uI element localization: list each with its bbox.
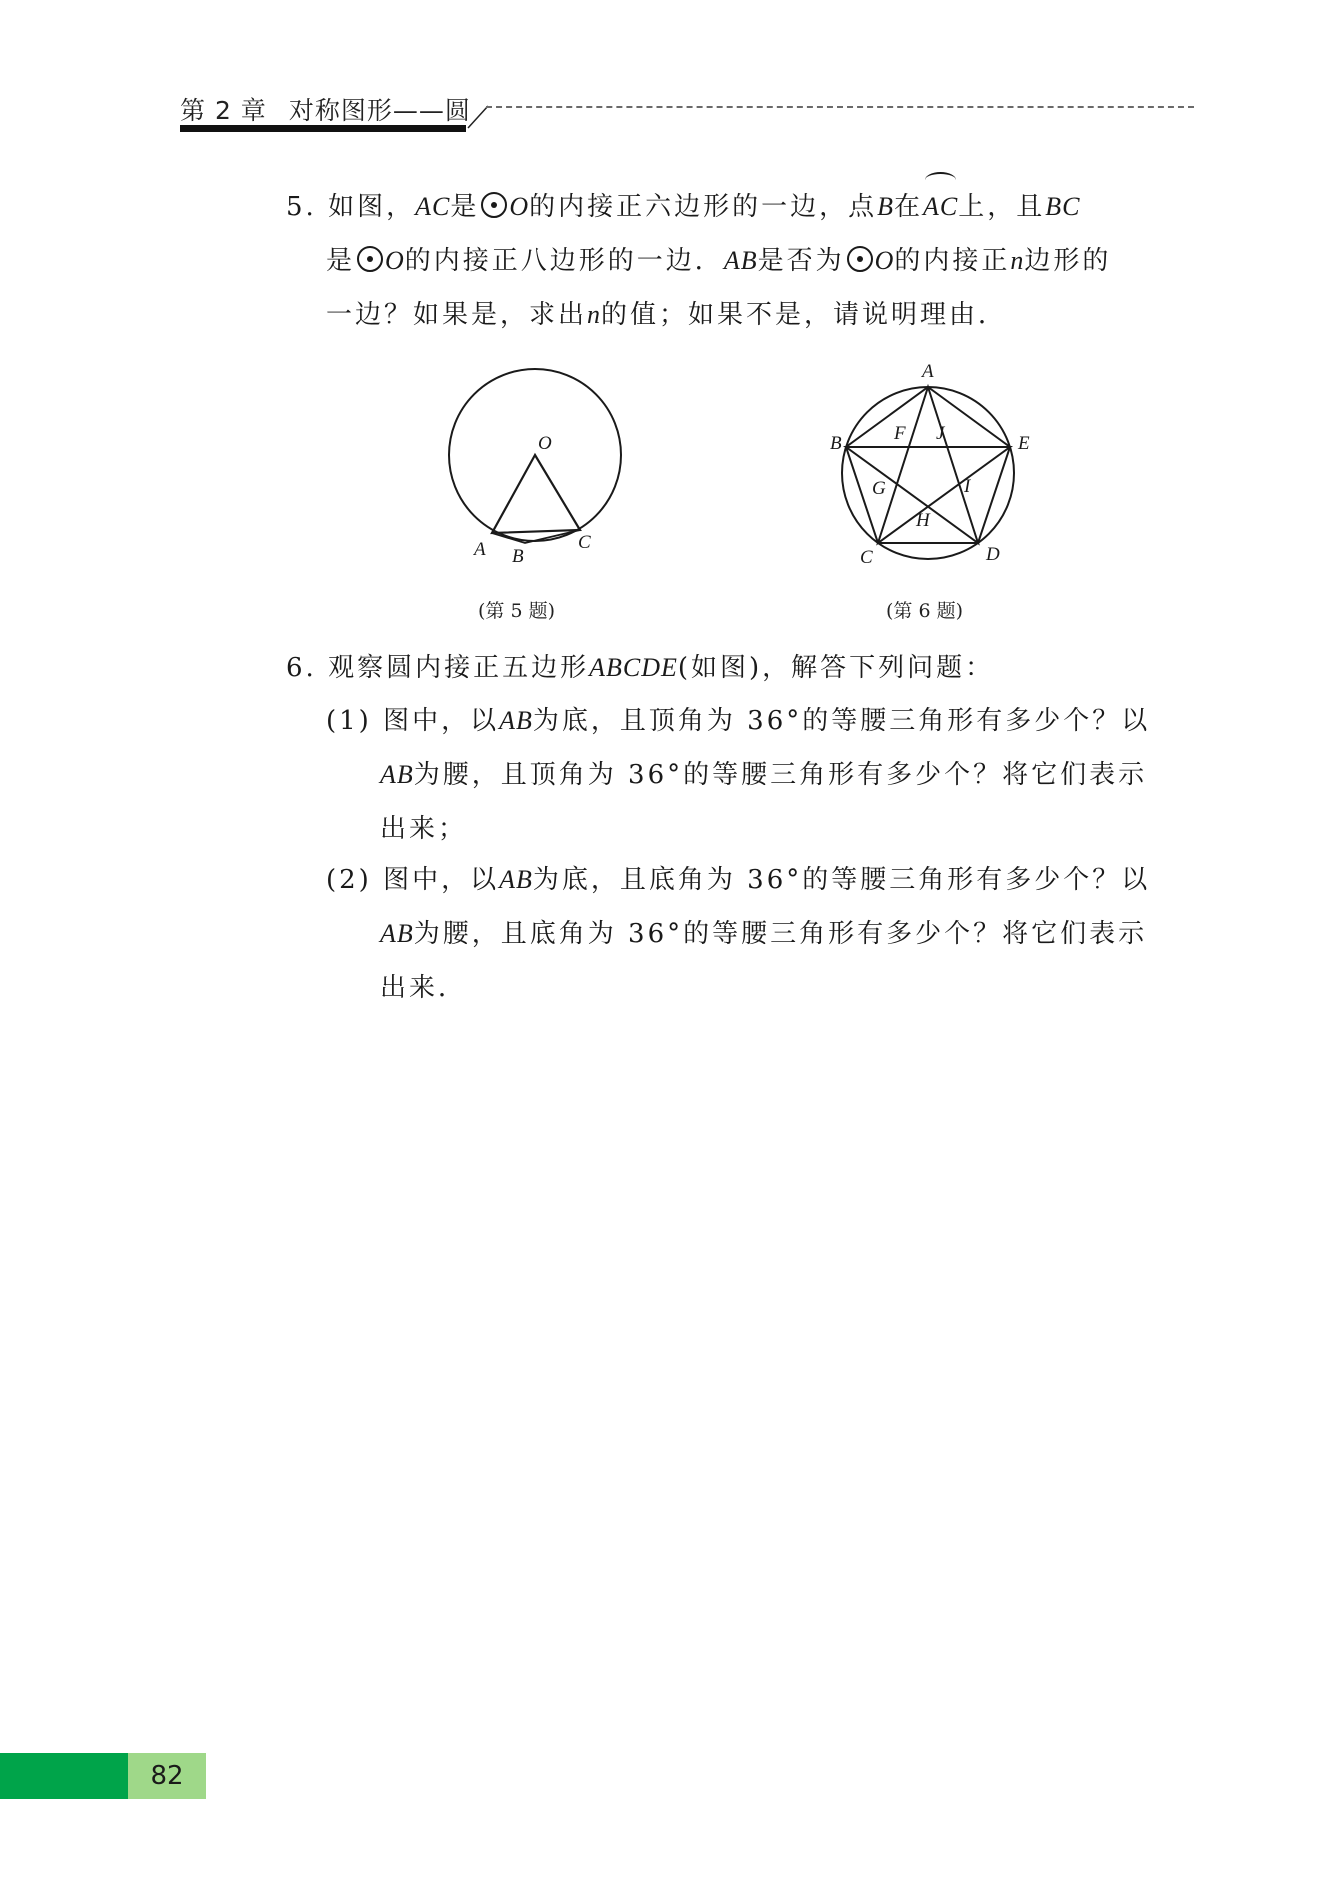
fig6-circle [842,387,1014,559]
figure6-caption: (第 6 题) [886,600,963,622]
chapter-header [180,91,471,127]
fig6-label-B: B [830,433,842,454]
fig6-label-E: E [1018,433,1030,454]
circle-dot-symbol [847,246,873,272]
header-slash [466,100,496,130]
problem5-line2: 是 O的内接正八边形的一边．AB是否为 O的内接正n边形的 [326,246,1112,276]
problem5-line1: 5. 如图，AC是 O的内接正六边形的一边，点B在AC上，且BC [286,180,1081,234]
fig5-label-C: C [578,532,591,553]
problem6-q2-line2: AB为腰，且底角为 36°的等腰三角形有多少个？将它们表示 [380,919,1148,949]
fig5-label-B: B [512,546,524,567]
fig6-label-I: I [964,476,971,497]
fig6-label-G: G [872,478,886,499]
problem6-q1-line1: (1) 图中，以AB为底，且顶角为 36°的等腰三角形有多少个？以 [326,706,1151,736]
header-dashed-rule [486,106,1194,108]
header-underline [180,125,466,132]
page-number: 82 [128,1753,206,1799]
problem6-q1-line3: 出来； [380,814,468,844]
fig6-label-C: C [860,547,873,568]
problem5-line3: 一边？如果是，求出n的值；如果不是，请说明理由． [326,300,1008,330]
circle-dot-symbol [481,192,507,218]
problem6-q2-line3: 出来． [380,973,468,1003]
fig6-label-H: H [916,510,930,531]
fig6-label-D: D [986,544,1000,565]
figure-6 [818,355,1038,570]
chapter-title: 对称图形——圆 [288,96,471,125]
fig6-label-J: J [936,423,945,444]
problem6-q2-line1: (2) 图中，以AB为底，且底角为 36°的等腰三角形有多少个？以 [326,865,1151,895]
problem6-q1-line2: AB为腰，且顶角为 36°的等腰三角形有多少个？将它们表示 [380,760,1148,790]
arc-AC: AC [923,180,958,234]
fig6-label-F: F [894,423,906,444]
figure5-caption: (第 5 题) [478,600,555,622]
figure-5 [440,365,640,570]
fig6-label-A: A [922,361,934,382]
fig5-label-A: A [474,539,486,560]
page-number-bar [0,1753,128,1799]
fig5-label-O: O [538,433,552,454]
problem6-intro: 6. 观察圆内接正五边形ABCDE(如图)，解答下列问题： [286,653,995,683]
circle-dot-symbol [357,246,383,272]
fig5-triangle-OAC [492,455,580,533]
chapter-number: 第 2 章 [180,96,267,125]
